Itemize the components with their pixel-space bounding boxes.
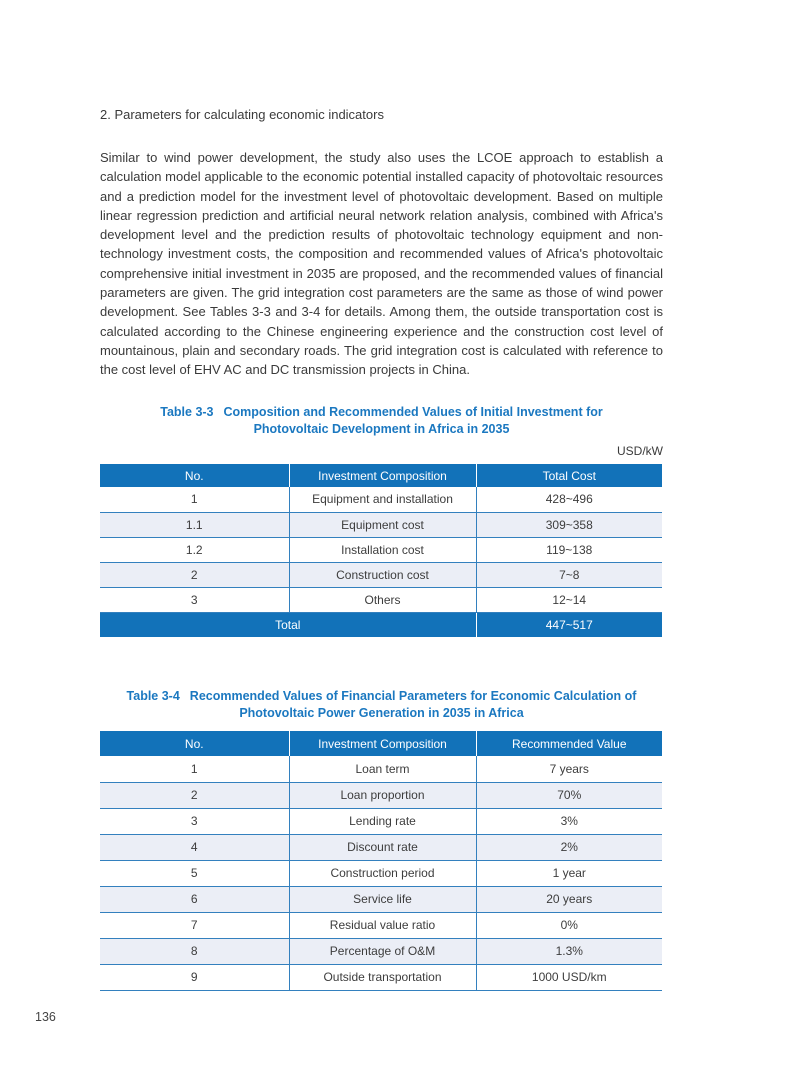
table-3-4-header-row — [100, 731, 662, 756]
table-total-row — [100, 612, 662, 637]
cell-composition: Lending rate — [289, 808, 476, 834]
section-heading: 2. Parameters for calculating economic indicators — [100, 107, 384, 122]
table-3-3-caption-line2: Photovoltaic Development in Africa in 2035 — [253, 421, 510, 436]
cell-no: 1.1 — [100, 512, 289, 537]
cell-composition: Percentage of O&M — [289, 938, 476, 964]
cell-composition: Outside transportation — [289, 964, 476, 990]
cell-no: 3 — [100, 808, 289, 834]
cell-cost: 7~8 — [476, 562, 662, 587]
total-value: 447~517 — [476, 612, 662, 637]
table-row — [100, 912, 662, 938]
cell-value: 20 years — [476, 886, 662, 912]
cell-value: 1000 USD/km — [476, 964, 662, 990]
cell-value: 1.3% — [476, 938, 662, 964]
table-3-4 — [100, 731, 662, 991]
table-3-3-unit: USD/kW — [617, 444, 663, 458]
table-3-3-caption-label: Table 3-3 — [160, 405, 214, 419]
table-row — [100, 512, 662, 537]
cell-no: 1 — [100, 756, 289, 782]
cell-value: 7 years — [476, 756, 662, 782]
table-3-4-caption-label: Table 3-4 — [126, 689, 180, 703]
cell-cost: 12~14 — [476, 587, 662, 612]
table-3-3-caption — [100, 404, 663, 437]
cell-composition: Residual value ratio — [289, 912, 476, 938]
table-3-4-caption-line2: Photovoltaic Power Generation in 2035 in Africa — [239, 705, 524, 720]
cell-no: 9 — [100, 964, 289, 990]
cell-value: 2% — [476, 834, 662, 860]
column-header: Total Cost — [476, 464, 662, 487]
column-header: Investment Composition — [289, 731, 476, 756]
table-row — [100, 587, 662, 612]
cell-composition: Installation cost — [289, 537, 476, 562]
column-header: No. — [100, 464, 289, 487]
cell-cost: 309~358 — [476, 512, 662, 537]
cell-composition: Others — [289, 587, 476, 612]
cell-cost: 428~496 — [476, 487, 662, 512]
cell-composition: Construction period — [289, 860, 476, 886]
total-label: Total — [100, 612, 476, 637]
table-row — [100, 487, 662, 512]
page-number: 136 — [35, 1010, 56, 1024]
cell-composition: Discount rate — [289, 834, 476, 860]
cell-no: 3 — [100, 587, 289, 612]
cell-composition: Service life — [289, 886, 476, 912]
table-row — [100, 808, 662, 834]
table-row — [100, 562, 662, 587]
body-paragraph: Similar to wind power development, the study also uses the LCOE approach to establish a calculation model applicable to the economic potential installed capacity of photovoltaic resources and a prediction model for the investment level of photovoltaic development. Based on multiple linear regression prediction and artificial neural network relation analysis, combined with Africa's development level and the prediction results of photovoltaic technology equipment and non-technology investment costs, the composition and recommended values of Africa's photovoltaic comprehensive initial investment in 2035 are proposed, and the recommended values of financial parameters are given. The grid integration cost parameters are the same as those of wind power development. See Tables 3-3 and 3-4 for details. Among them, the outside transportation cost is calculated according to the Chinese engineering experience and the construction cost level of mountainous, plain and secondary roads. The grid integration cost is calculated with reference to the cost level of EHV AC and DC transmission projects in China. — [100, 150, 663, 378]
cell-composition: Equipment cost — [289, 512, 476, 537]
table-row — [100, 782, 662, 808]
cell-no: 6 — [100, 886, 289, 912]
table-row — [100, 834, 662, 860]
cell-no: 2 — [100, 782, 289, 808]
column-header: Recommended Value — [476, 731, 662, 756]
cell-no: 1.2 — [100, 537, 289, 562]
table-row — [100, 938, 662, 964]
cell-no: 5 — [100, 860, 289, 886]
cell-composition: Loan proportion — [289, 782, 476, 808]
cell-no: 7 — [100, 912, 289, 938]
cell-no: 2 — [100, 562, 289, 587]
table-row — [100, 537, 662, 562]
cell-value: 1 year — [476, 860, 662, 886]
cell-value: 3% — [476, 808, 662, 834]
cell-composition: Loan term — [289, 756, 476, 782]
table-row — [100, 886, 662, 912]
column-header: Investment Composition — [289, 464, 476, 487]
cell-composition: Construction cost — [289, 562, 476, 587]
table-3-4-caption — [100, 688, 663, 721]
table-row — [100, 964, 662, 990]
table-3-4-caption-line1: Recommended Values of Financial Parameters for Economic Calculation of — [189, 689, 637, 703]
table-row — [100, 860, 662, 886]
cell-value: 0% — [476, 912, 662, 938]
table-row — [100, 756, 662, 782]
cell-no: 1 — [100, 487, 289, 512]
cell-cost: 119~138 — [476, 537, 662, 562]
table-3-3-header-row — [100, 464, 662, 487]
cell-no: 8 — [100, 938, 289, 964]
cell-value: 70% — [476, 782, 662, 808]
cell-composition: Equipment and installation — [289, 487, 476, 512]
column-header: No. — [100, 731, 289, 756]
table-3-3-caption-line1: Composition and Recommended Values of Initial Investment for — [223, 405, 603, 419]
table-3-3 — [100, 464, 662, 637]
cell-no: 4 — [100, 834, 289, 860]
